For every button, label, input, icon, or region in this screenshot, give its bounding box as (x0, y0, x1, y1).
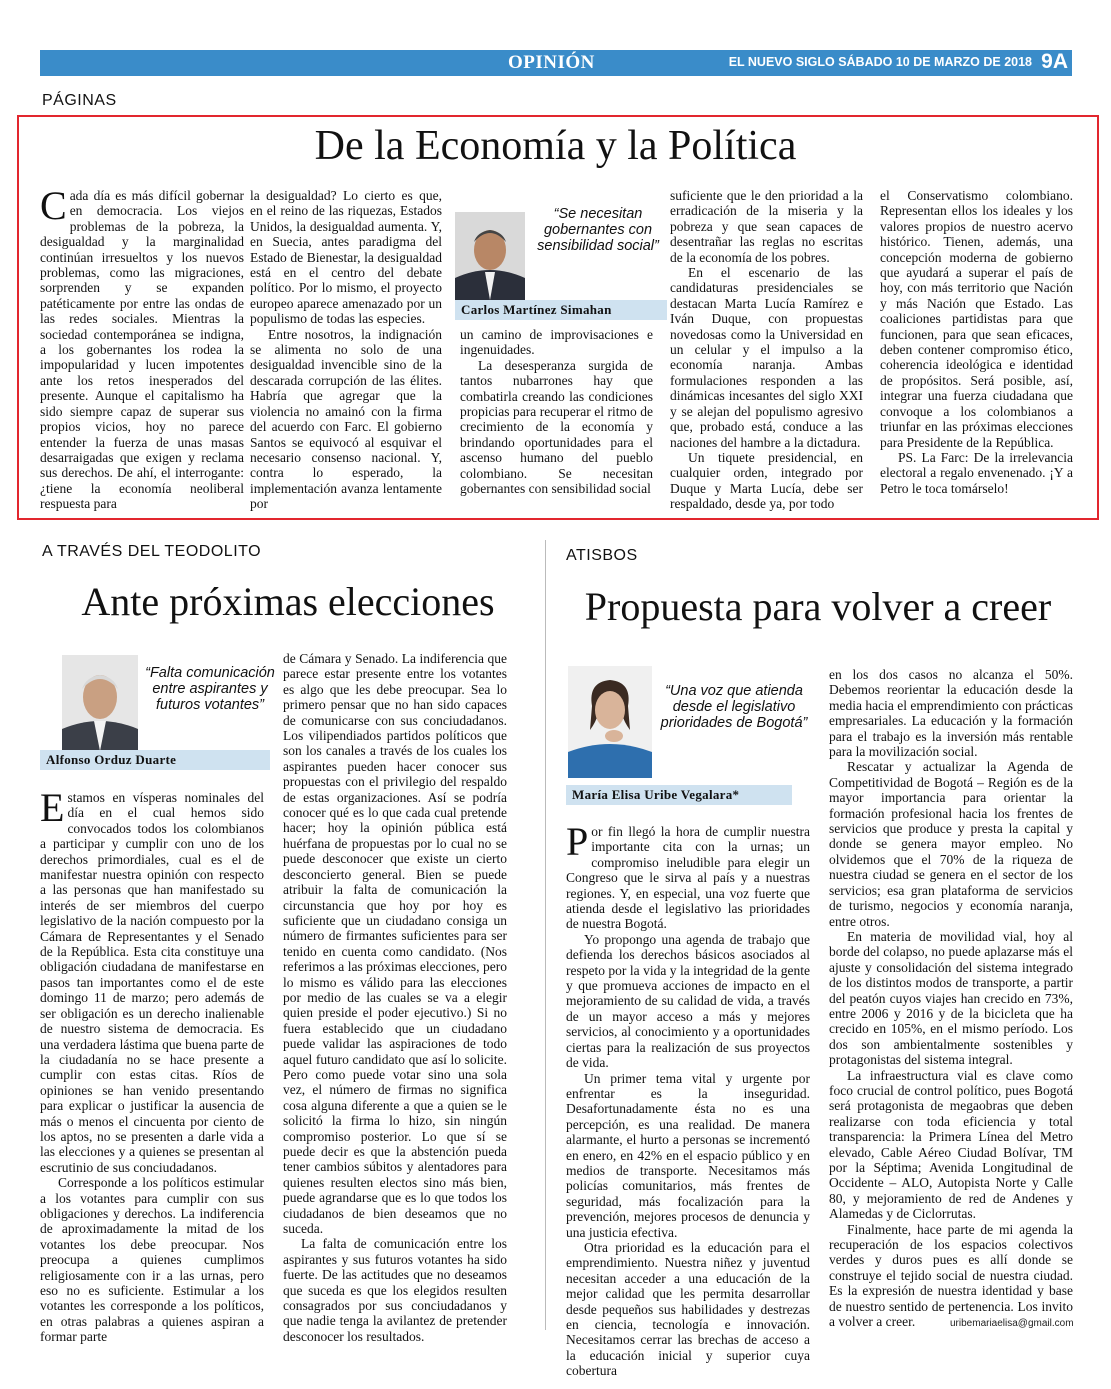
article3-column-1 (566, 819, 810, 1379)
article1-column-2 (250, 188, 442, 512)
article1-column-5 (880, 188, 1073, 500)
article2-col2-p2: La falta de comunicación entre los aspirantes y sus futuros votantes ha sido fuerte. De las actitudes que no deseamos que suceda es que los elegidos resulten consagrados por sus conciudadanos y que nadie tenga la avilantez de pretender desconocer los resultados. (283, 1236, 507, 1344)
article1-col3-p2: La desesperanza surgida de tantos nubarrones hay que combatirla creando las condiciones propicias para recuperar el ritmo de crecimiento de la economía y brindando oportunidades para el ascenso humano del pueblo colombiano. Se necesitan gobernantes con sensibilidad social (460, 357, 653, 497)
section-title: OPINIÓN (508, 52, 595, 73)
section-header-bar (40, 50, 1072, 76)
article2-headline: Ante próximas elecciones (81, 579, 495, 624)
article3-author-name: María Elisa Uribe Vegalara* (566, 785, 792, 805)
article2-column-2 (283, 651, 507, 1344)
drop-cap: C (40, 183, 67, 228)
author-photo (62, 655, 138, 751)
article3-col1-p3: Un primer tema vital y urgente por enfrentar es la inseguridad. Desafortunadamente ésta no es una percepción, es una realidad. De manera alarmante, el hurto a personas se incrementó en enero, en 42% en el espacio público y en medios de transporte. Necesitamos más policías comunitarios, más frentes de seguridad, más focalización para la prevención, mejores procesos de denuncia y una justicia efectiva. (566, 1070, 810, 1240)
article1-col2-p2: Entre nosotros, la indignación se alimenta no solo de una desigualdad invencible sino de la descarada corrupción de las élites. Habría que agregar que la violencia no amainó con la firma del acuerdo con Farc. El gobierno Santos se equivocó al esquivar el necesario consenso nacional. Y, contra lo esperado, la implementación avanza lentamente por (250, 326, 442, 512)
article2-section-label: A TRAVÉS DEL TEODOLITO (42, 543, 262, 560)
article1-col5-p1: el Conservatismo colombiano. Representan ellos los ideales y los valores propios de nuestro acervo histórico. Tienen, además, una concepción moderna de gobierno que ayudará a superar el país de hoy, con más territorio que Nación y más Nación que Estado. Las coaliciones partidistas para que funcionen, para que sean eficaces, deben contener compromiso ético, coherencia ideológica e identidad de propósitos. Será posible, así, integrar una fuerza ciudadana que convoque a los colombianos a triunfar en las próximas elecciones para Presidente de la República. (880, 188, 1073, 450)
page-number: 9A (1041, 50, 1068, 73)
publication-date-line: EL NUEVO SIGLO SÁBADO 10 DE MARZO DE 2018 (728, 55, 1032, 69)
article1-col3-p1: un camino de improvisaciones e ingenuidades. (460, 327, 653, 358)
article3-col2-p2: Rescatar y actualizar la Agenda de Competitividad de Bogotá – Región es de la mayor importancia para orientar la formación profesional hacia los frentes de servicios que produce y presta la capital y donde se genera mayor empleo. No olvidemos que el 70% de la riqueza de nuestra ciudad se genera en el sector de los servicios; esa gran plataforma de servicios de turismo, negocios y economía naranja, entre otros. (829, 759, 1073, 929)
author-photo (568, 666, 652, 778)
article3-col2-p5: Finalmente, hace parte de mi agenda la recuperación de los espacios colectivos verdes y duros pues es allí donde se construye el tejido social de nuestra ciudad. Es la expresión de nuestra identidad y base de nuestro sentido de pertenencia. Los invito a volver a creer. (829, 1221, 1073, 1330)
author-photo (455, 212, 525, 300)
column-divider (545, 540, 546, 1330)
article3-col2-p4: La infraestructura vial es clave como foco crucial de control político, pues Bogotá será protagonista de megaobras que deben realizarse con toda eficiencia y total transparencia: la Primera Línea del Metro elevado, Cable Aéreo Ciudad Bolívar, TM por la Séptima; Avenida Longitudinal de Occidente – ALO, Autopista Norte y Calle 80, y mejoramiento de red de Andenes y Alamedas y de Ciclorrutas. (829, 1067, 1073, 1222)
article1-col2-p1: la desigualdad? Lo cierto es que, en el reino de las riquezas, Estados Unidos, la desigualdad aumenta. Y, en Suecia, antes paradigma del Estado de Bienestar, la desigualdad está en el centro del debate político. Por lo mismo, el proyecto europeo aparece amenazado por un populismo de todas las especies. (250, 188, 442, 327)
author-email[interactable]: uribemariaelisa@gmail.com (950, 1318, 1074, 1329)
article2-col2-p1: de Cámara y Senado. La indiferencia que parece estar presente entre los votantes es algo que les debe preocupar. Sea lo primero pensar que no han sido capaces de comunicarse con sus conciudadanos. Los vilipendiados partidos políticos que son los canales a través de los cuales los aspirantes pueden hacer conocer sus propuestas con el privilegio del respaldo de estas organizaciones. Así se podría conocer qué es lo que cada cual pretende hacer; hoy la opinión pública está huérfana de propuestas por lo cual no se puede desconocer que existe un cierto desconcierto general. Bien se puede atribuir la falta de comunicación la circunstancia que hoy por hoy es suficiente que un ciudadano consiga un número de firmantes suficientes para ser tenido en cuenta como candidato. (Nos referimos a las próximas elecciones, pero lo mismo es válido para las elecciones por medio de las cuales se va a elegir quien preside el poder ejecutivo.) Si no fuera establecido que un ciudadano puede validar las aspiraciones de todo aquel futuro candidato que así lo solicite. Pero como puede votar sino una sola vez, el número de firmas no significa cosa alguna diferente a que a quien se le solicitó la firma lo hizo, sin ningún compromiso posterior. Lo que sí se puede decir es que la abstención pueda tener cambios súbitos y alentadores para quienes resulten electos sino más bien, puede agrandarse que es lo que todos los ciudadanos de bien deseamos que no suceda. (283, 651, 507, 1237)
article3-col1-p2: Yo propongo una agenda de trabajo que defienda los derechos básicos asociados al respeto por la vida y la integridad de la gente y que promueva acciones de impacto en el mejoramiento de su calidad de vida, a través de un mayor acceso a más y mejores servicios, al conocimiento y a oportunidades ciertas para la realización de sus proyectos de vida. (566, 931, 810, 1071)
article3-col1-p1: or fin llegó la hora de cumplir nuestra importante cita con la urnas; un compromiso ineludible para elegir un Congreso que le sirva al país y a nuestras regiones. Y, en especial, una voz fuerte que atienda desde el legislativo las prioridades de nuestra Bogotá. (566, 824, 810, 932)
article3-col2-p1: en los dos casos no alcanza el 50%. Debemos reorientar la educación desde la media hacia el emprendimiento con prácticas empresariales. La educación y la formación para el trabajo es la inversión más rentable para la movilización social. (829, 667, 1074, 760)
article2-author-name: Alfonso Orduz Duarte (40, 750, 270, 770)
article1-col4-p2: En el escenario de las candidaturas presidenciales se destacan Marta Lucía Ramírez e Iván Duque, con propuestas novedosas como la Universidad en un celular y el impulso a la economía naranja. Ambas formulaciones responden a las dinámicas incesantes del siglo XXI y se alejan del populismo agresivo que, probado está, conduce a las naciones del hambre a la dictadura. (670, 265, 863, 450)
article2-col1-p1: stamos en vísperas nominales del día en el cual hemos sido convocados todos los colombianos a participar y cumplir con uno de los derechos primordiales, cual es el de manifestar nuestra opinión con respecto a las personas que han manifestado su interés de ser miembros del cuerpo legislativo de la nación compuesto por la Cámara de Representantes y el Senado de la República. Esta cita constituye una obligación ciudadana de manifestarse en pasos tan importantes como el de este domingo 11 de marzo; pero además de ser obligación es un derecho inalienable de nuestro sistema de democracia. Es una verdadera lástima que buena parte de la ciudadanía no se hace presente a cumplir con estas citas. Ríos de opiniones se han venido presentando para explicar o justificar la ausencia de más o menos el cincuenta por ciento de los aptos, no se presenten a darle vida a las elecciones y a quienes se presentan al escrutinio de sus conciudadanos. (40, 790, 264, 1175)
article1-column-1 (40, 183, 244, 512)
article2-pull-quote: “Falta comunicación entre aspirantes y futuros votantes” (145, 665, 275, 713)
drop-cap: E (40, 785, 65, 830)
article1-col4-p3: Un tiquete presidencial, en cualquier orden, integrado por Duque y Marta Lucía, debe ser respaldado, desde ya, por todo (670, 449, 863, 512)
article1-headline: De la Economía y la Política (314, 123, 797, 169)
article1-section-label: PÁGINAS (42, 92, 117, 109)
article2-column-1 (40, 785, 264, 1345)
article3-pull-quote: “Una voz que atienda desde el legislativo prioridades de Bogotá” (660, 683, 808, 731)
article3-headline: Propuesta para volver a creer (584, 584, 1052, 629)
article1-column-3 (460, 327, 653, 500)
article1-col5-p2: PS. La Farc: De la irrelevancia electoral a regalo envenenado. ¡Y a Petro le toca tomárselo! (880, 449, 1073, 496)
article1-pull-quote: “Se necesitan gobernantes con sensibilidad social” (537, 206, 659, 254)
article3-col1-p4: Otra prioridad es la educación para el emprendimiento. Nuestra niñez y juventud necesitan acceder a una educación de la mejor calidad que les permita desarrollar desde pequeños sus habilidades y destrezas en ciencia, tecnología e innovación. Necesitamos cerrar las brechas de acceso a la educación inicial y superior cuya cobertura (566, 1239, 810, 1379)
article1-col1-text: ada día es más difícil gobernar en democracia. Los viejos problemas de la pobreza, la desigualdad y la marginalidad continúan irresueltos y los nuevos problemas, como las migraciones, sorprenden y se expanden patéticamente por entre las ondas de las redes sociales. Mientras la sociedad contemporánea se indigna, a los gobernantes los rodea la impopularidad y lucen impotentes ante los retos inesperados del presente. Aunque el capitalismo ha sido siempre capaz de superar sus propios vicios, hoy no parece entender la fuerza de unas masas desarraigadas que exigen y reclama sus derechos. De ahí, el interrogante: ¿tiene la economía neoliberal respuesta para (40, 188, 244, 512)
drop-cap: P (566, 819, 589, 864)
article2-col1-p2: Corresponde a los políticos estimular a los votantes para cumplir con sus obligaciones y derechos. La indiferencia de aproximadamente la mitad de los votantes los debe preocupar. Nos preocupa a quienes cumplimos religiosamente con ir a las urnas, pero eso no es suficiente. Estimular a los votantes les corresponde a los políticos, en otras palabras a quienes aspiran a formar parte (40, 1175, 264, 1345)
article1-col4-p1: suficiente que le den prioridad a la erradicación de la miseria y la pobreza y que sean capaces de desentrañar las reglas no escritas de la economía de los pobres. (670, 188, 863, 265)
article3-section-label: ATISBOS (566, 547, 638, 564)
article1-author-name: Carlos Martínez Simahan (455, 300, 667, 320)
article1-column-4 (670, 188, 863, 512)
article3-col2-p3: En materia de movilidad vial, hoy al borde del colapso, no puede aplazarse más el ajuste y consolidación del sistema integrado de los distintos modos de transporte, a partir del peatón cuyos viajes han crecido en 73%, entre 2006 y 2016 y de la bicicleta que ha crecido en 105%, en el mismo período. Los dos son ambientalmente sostenibles y protagonistas del sistema integral. (829, 928, 1073, 1068)
